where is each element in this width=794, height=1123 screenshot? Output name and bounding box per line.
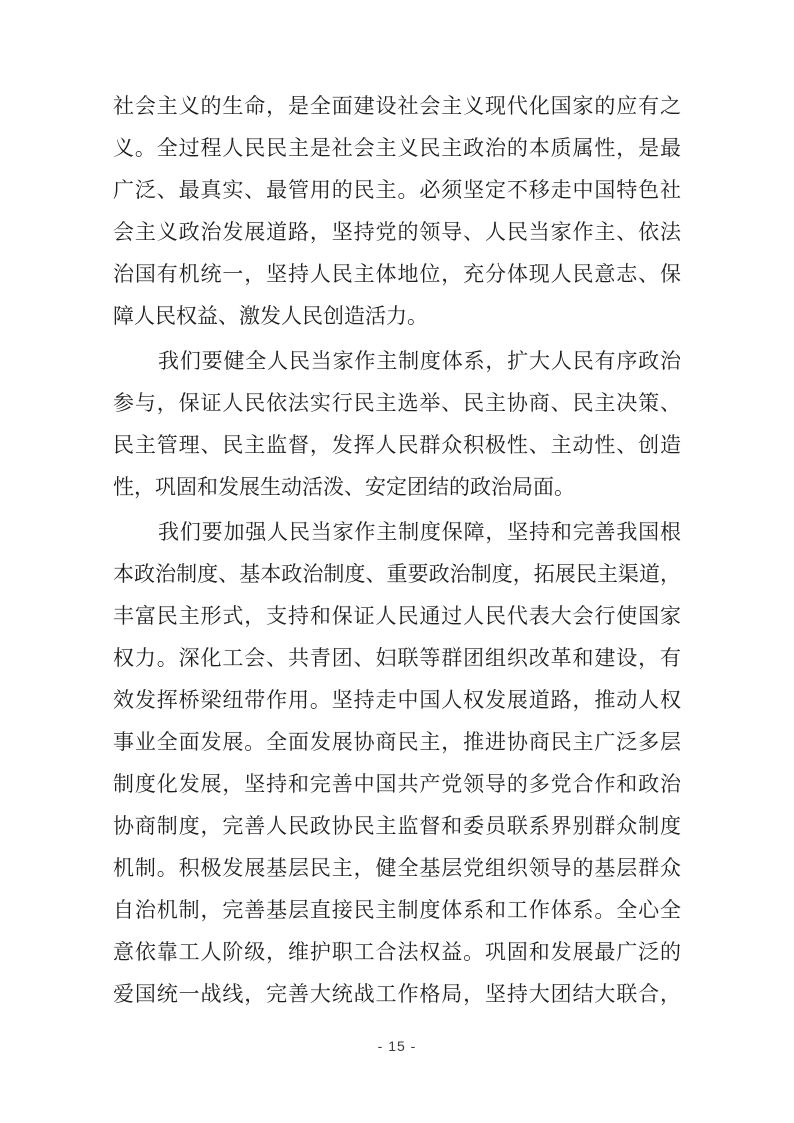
text-line: 事业全面发展。全面发展协商民主，推进协商民主广泛多层	[113, 730, 681, 754]
text-line: 机制。积极发展基层民主，健全基层党组织领导的基层群众	[113, 856, 681, 880]
text-line: 社会主义的生命，是全面建设社会主义现代化国家的应有之	[113, 94, 681, 118]
text-line: 会主义政治发展道路，坚持党的领导、人民当家作主、依法	[113, 220, 681, 244]
text-line: 我们要加强人民当家作主制度保障，坚持和完善我国根	[158, 520, 681, 544]
text-line: 参与，保证人民依法实行民主选举、民主协商、民主决策、	[113, 391, 681, 415]
page-number: - 15 -	[377, 1038, 417, 1054]
text-line: 本政治制度、基本政治制度、重要政治制度，拓展民主渠道，	[113, 562, 681, 586]
document-body	[113, 85, 681, 1015]
paragraph	[113, 340, 681, 508]
text-line: 性，巩固和发展生动活泼、安定团结的政治局面。	[113, 475, 575, 499]
text-line: 效发挥桥梁纽带作用。坚持走中国人权发展道路，推动人权	[113, 688, 681, 712]
text-line: 协商制度，完善人民政协民主监督和委员联系界别群众制度	[113, 814, 681, 838]
text-line: 丰富民主形式，支持和保证人民通过人民代表大会行使国家	[113, 604, 681, 628]
text-line: 自治机制，完善基层直接民主制度体系和工作体系。全心全	[113, 898, 681, 922]
text-line: 意依靠工人阶级，维护职工合法权益。巩固和发展最广泛的	[113, 940, 681, 964]
text-line: 治国有机统一，坚持人民主体地位，充分体现人民意志、保	[113, 262, 681, 286]
text-line: 制度化发展，坚持和完善中国共产党领导的多党合作和政治	[113, 772, 681, 796]
text-line: 爱国统一战线，完善大统战工作格局，坚持大团结大联合，	[113, 982, 681, 1006]
paragraph	[113, 511, 681, 1015]
text-line: 权力。深化工会、共青团、妇联等群团组织改革和建设，有	[113, 646, 681, 670]
text-line: 我们要健全人民当家作主制度体系，扩大人民有序政治	[158, 349, 681, 373]
paragraph	[113, 85, 681, 337]
text-line: 民主管理、民主监督，发挥人民群众积极性、主动性、创造	[113, 433, 681, 457]
text-line: 广泛、最真实、最管用的民主。必须坚定不移走中国特色社	[113, 178, 681, 202]
text-line: 障人民权益、激发人民创造活力。	[113, 304, 428, 328]
page-footer	[0, 1038, 794, 1056]
text-line: 义。全过程人民民主是社会主义民主政治的本质属性，是最	[113, 136, 681, 160]
